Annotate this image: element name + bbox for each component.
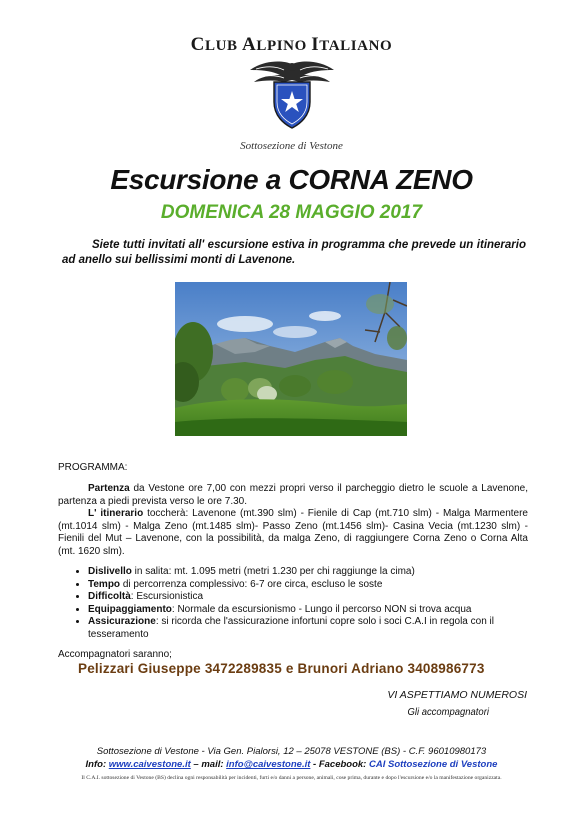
list-item: • Dislivello in salita: mt. 1.095 metri (metri 1.230 per chi raggiunge la cima) xyxy=(88,566,548,579)
contacts-line: Pelizzari Giuseppe 3472289835 e Brunori Adriano 3408986773 xyxy=(78,661,485,676)
list-item: • Tempo di percorrenza complessivo: 6-7 ore circa, escluso le soste xyxy=(88,579,548,592)
sottosezione-label: Sottosezione di Vestone xyxy=(240,140,343,152)
club-title: CLUB ALPINO ITALIANO xyxy=(190,34,393,55)
list-item: • Equipaggiamento: Normale da escursionismo - Lungo il percorso NON si trova acqua xyxy=(88,604,548,617)
facebook-link[interactable]: CAI Sottosezione di Vestone xyxy=(368,759,498,770)
event-title: Escursione a CORNA ZENO xyxy=(110,164,473,195)
footer-address: Sottosezione di Vestone - Via Gen. Pialorsi, 12 – 25078 VESTONE (BS) - C.F. 96010980173 xyxy=(96,746,487,757)
partenza-label: Partenza xyxy=(88,483,130,494)
website-link[interactable]: www.caivestone.it xyxy=(108,759,191,770)
footer-info: Info: www.caivestone.it – mail: info@caivestone.it - Facebook: CAI Sottosezione di Vestone xyxy=(85,759,498,770)
list-item: • Assicurazione: si ricorda che l'assicurazione infortuni copre solo i soci C.A.I in regola con il tesseramento xyxy=(88,616,548,641)
signature-text: Gli accompagnatori xyxy=(407,706,489,718)
disclaimer: Il C.A.I. sottosezione di Vestone (BS) declina ogni responsabilità per incidenti, furti e/o danni a persone, animali, cose prima, durante e dopo l'escursione e/o la manifestazione organizzata. xyxy=(81,775,502,781)
itinerario-label: L' itinerario xyxy=(88,508,144,519)
cai-eagle-star-logo-icon xyxy=(246,58,338,130)
details-list xyxy=(70,566,548,641)
partenza-text: da Vestone ore 7,00 con mezzi propri verso il parcheggio dietro le scuole a Lavenone, partenza a piedi prevista verso le ore 7.30. xyxy=(58,483,528,507)
accompagnatori-label: Accompagnatori saranno; xyxy=(58,649,172,660)
invitation-text: Siete tutti invitati all' escursione estiva in programma che prevede un itinerario ad anello sui bellissimi monti di Lavenone. xyxy=(62,239,526,266)
programma-label: PROGRAMMA: xyxy=(58,462,128,473)
email-link[interactable]: info@caivestone.it xyxy=(226,759,311,770)
closing-text: VI ASPETTIAMO NUMEROSI xyxy=(387,689,527,701)
event-date: DOMENICA 28 MAGGIO 2017 xyxy=(160,202,423,223)
itinerario-paragraph xyxy=(58,508,528,558)
partenza-paragraph xyxy=(58,483,528,508)
itinerario-text: toccherà: Lavenone (mt.390 slm) - Fienile di Cap (mt.710 slm) - Malga Marmentere (mt.1014 slm) - Malga Zeno (mt.1485 slm)- Passo Zeno (mt.1456 slm)- Casina Vecia (mt.1230 slm) - Fienili del Mut – Lavenone, con la possibilità, da malga Zeno, di raggiungere Corna Zeno o Corna Alta (mt. 1620 slm). xyxy=(58,508,528,557)
list-item: • Difficoltà: Escursionistica xyxy=(88,591,548,604)
mountain-photo xyxy=(175,282,407,436)
